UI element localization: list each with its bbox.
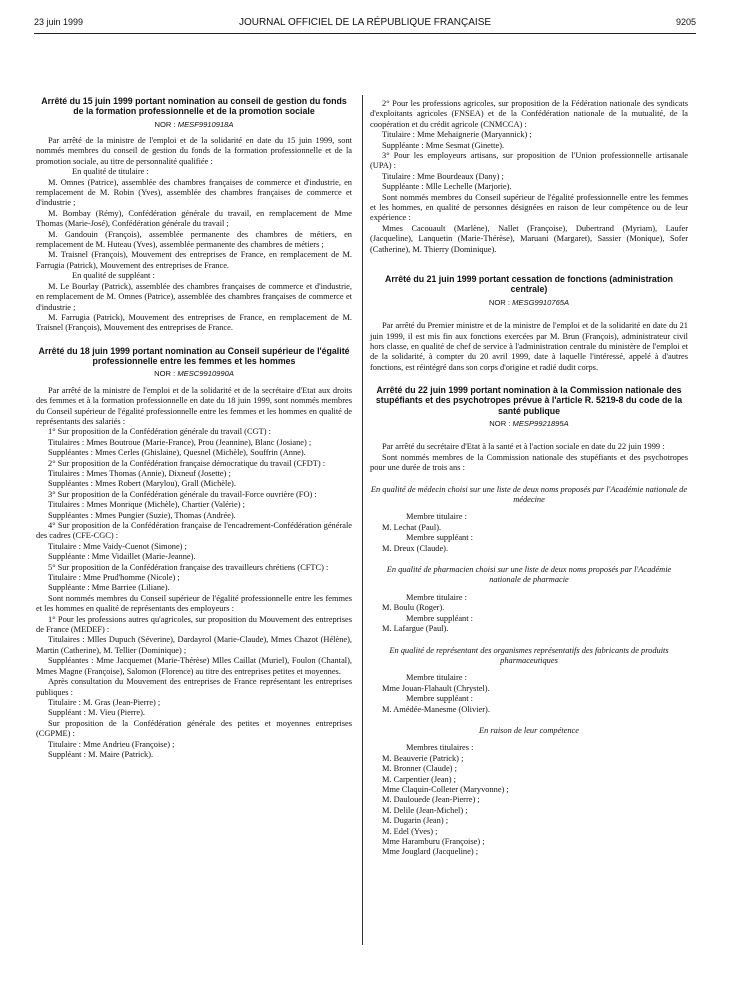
- paragraph: Après consultation du Mouvement des entreprises de France représentant les entreprises publiques :: [36, 677, 352, 697]
- list-item: M. Delile (Jean-Michel) ;: [382, 805, 468, 815]
- paragraph: Titulaires : Mmes Monrique (Michèle), Chartier (Valérie) ;: [48, 500, 245, 510]
- paragraph: 1° Pour les professions autres qu'agricoles, sur proposition du Mouvement des entreprises de France (MEDEF) :: [36, 614, 352, 635]
- list-item: Membre titulaire :: [406, 673, 467, 683]
- paragraph: Suppléantes : Mme Jacquemet (Marie-Thérèse) Mlles Caillat (Muriel), Foulon (Chantal), Mmes Magne (Françoise), Salomon (Florence) au titre des entreprises petites et moyennes.: [36, 656, 352, 676]
- list-item: M. Lafargue (Paul).: [382, 624, 449, 634]
- list-item: Membre titulaire :: [406, 512, 467, 522]
- paragraph: M. Le Bourlay (Patrick), assemblée des chambres françaises de commerce et d'industrie, en remplacement de M. Omnes (Patrice), assemblée des chambres françaises de commerce et d'industrie ;: [36, 281, 352, 312]
- nor-reference: NOR : MESC9910990A: [154, 369, 234, 379]
- paragraph: Suppléantes : Mmes Pungier (Suzie), Thomas (Andrée).: [48, 510, 236, 520]
- paragraph: 2° Sur proposition de la Confédération française démocratique du travail (CFDT) :: [48, 458, 326, 468]
- paragraph: Sont nommés membres de la Commission nationale des stupéfiants et des psychotropes pour une durée de trois ans :: [370, 452, 688, 473]
- paragraph: Titulaires : Mlles Dupuch (Séverine), Dardayrol (Marie-Claude), Mmes Chazot (Hélène), Martin (Catherine), M. Tellier (Dominique) ;: [36, 635, 352, 655]
- header-journal-title: JOURNAL OFFICIEL DE LA RÉPUBLIQUE FRANÇAISE: [238, 17, 492, 28]
- paragraph: Suppléante : Mme Barriee (Liliane).: [48, 583, 170, 593]
- right-column: [370, 99, 688, 858]
- paragraph: Sur proposition de la Confédération générale des petites et moyennes entreprises (CGPME) :: [36, 718, 352, 739]
- paragraph: Titulaire : Mme Mehaignerie (Maryannick) ;: [382, 130, 532, 140]
- paragraph: En qualité de titulaire :: [72, 167, 149, 177]
- paragraph: M. Traisnel (François), Mouvement des entreprises de France, en remplacement de M. Farrugia (Patrick), Mouvement des entreprises de France.: [36, 250, 352, 270]
- list-item: Mme Jouglard (Jacqueline) ;: [382, 847, 479, 857]
- nor-reference: NOR : MESP9921895A: [489, 419, 569, 429]
- paragraph: 4° Sur proposition de la Confédération française de l'encadrement-Confédération générale des cadres (CFE-CGC) :: [36, 521, 352, 541]
- paragraph: Suppléante : Mlle Lechelle (Marjorie).: [382, 182, 512, 192]
- article-title: Arrêté du 18 juin 1999 portant nomination au Conseil supérieur de l'égalité professionnelle entre les femmes et les hommes: [38, 345, 350, 367]
- paragraph: 3° Sur proposition de la Confédération générale du travail-Force ouvrière (FO) :: [48, 489, 317, 499]
- article-title: Arrêté du 22 juin 1999 portant nomination à la Commission nationale des stupéfiants et des psychotropes prévue à l'article R. 5219-8 du code de la santé publique: [375, 385, 683, 416]
- list-item: M. Lechat (Paul).: [382, 522, 442, 532]
- paragraph: Titulaires : Mmes Boutroue (Marie-France), Prou (Jeannine), Blanc (Josiane) ;: [48, 437, 312, 447]
- paragraph: Par arrêté de la ministre de l'emploi et de la solidarité en date du 15 juin 1999, sont nommés membres du conseil de gestion du fonds de la formation professionnelle et de la promotion sociale, au titre de personnalité qualifiée :: [36, 136, 352, 166]
- list-item: Membre suppléant :: [406, 533, 473, 543]
- header-date: 23 juin 1999: [34, 17, 84, 27]
- list-item: Membre suppléant :: [406, 613, 473, 623]
- paragraph: M. Omnes (Patrice), assemblée des chambres françaises de commerce et d'industrie, en remplacement de M. Robin (Yves), assemblée des chambres françaises de commerce et d'industrie ;: [36, 177, 352, 208]
- paragraph: Suppléante : Mme Sesmat (Ginette).: [382, 140, 505, 150]
- list-item: Mme Haramburu (Françoise) ;: [382, 837, 485, 847]
- list-item: M. Carpentier (Jean) ;: [382, 774, 456, 784]
- paragraph: Titulaire : Mme Vaidy-Cuenot (Simone) ;: [48, 541, 187, 551]
- paragraph: 1° Sur proposition de la Confédération générale du travail (CGT) :: [48, 427, 271, 437]
- paragraph: Par arrêté du secrétaire d'Etat à la santé et à l'action sociale en date du 22 juin 1999 :: [382, 442, 665, 452]
- list-item: M. Edel (Yves) ;: [382, 826, 438, 836]
- paragraph: Par arrêté du Premier ministre et de la ministre de l'emploi et de la solidarité en date du 21 juin 1999, il est mis fin aux fonctions exercées par M. Brun (François), administrateur civil hors classe, en qualité de chef de service à l'administration centrale du ministère de l'emploi et de la solidarité, à compter du 20 avril 1999, date à laquelle l'intéressé, appelé à d'autres fonctions, est réintégré dans son corps d'origine et radié dudit corps.: [370, 321, 688, 372]
- section-heading: En raison de leur compétence: [478, 725, 579, 735]
- paragraph: En qualité de suppléant :: [72, 271, 155, 281]
- page-header: [34, 17, 696, 31]
- nor-reference: NOR : MESF9910918A: [154, 119, 234, 129]
- paragraph: Suppléantes : Mmes Robert (Marylou), Grall (Michèle).: [48, 479, 236, 489]
- list-item: Membre titulaire :: [406, 592, 467, 602]
- paragraph: 3° Pour les employeurs artisans, sur proposition de l'Union professionnelle artisanale (UPA) :: [370, 151, 688, 171]
- paragraph: 2° Pour les professions agricoles, sur proposition de la Fédération nationale des syndicats d'exploitants agricoles (FNSEA) et de la Confédération nationale de la mutualité, de la coopération et du crédit agricole (CNMCCA) :: [370, 99, 688, 129]
- list-item: Mme Claquin-Colleter (Maryvonne) ;: [382, 784, 509, 794]
- paragraph: Par arrêté de la ministre de l'emploi et de la solidarité et de la secrétaire d'Etat aux droits des femmes et à la formation professionnelle en date du 18 juin 1999, sont nommés membres du Conseil supérieur de l'égalité professionnelle entre les femmes et les hommes en qualité de représentants des salariés :: [36, 385, 352, 426]
- paragraph: M. Gandouin (François), assemblée permanente des chambres de métiers, en remplacement de M. Huteau (Yves), assemblée permanente des chambres de métiers ;: [36, 229, 352, 250]
- section-heading: En qualité de représentant des organismes représentatifs des fabricants de produits pharmaceutiques: [389, 645, 669, 665]
- nor-reference: NOR : MESG9910765A: [488, 297, 570, 307]
- article-title: Arrêté du 15 juin 1999 portant nomination au conseil de gestion du fonds de la formation professionnelle et de la promotion sociale: [41, 96, 347, 117]
- list-item: Membres titulaires :: [406, 743, 474, 753]
- paragraph: Titulaires : Mmes Thomas (Annie), Dixneuf (Josette) ;: [48, 468, 231, 478]
- paragraph: 5° Sur proposition de la Confédération française des travailleurs chrétiens (CFTC) :: [48, 562, 329, 572]
- list-item: M. Dreux (Claude).: [382, 543, 449, 553]
- list-item: M. Amédée-Manesme (Olivier).: [382, 704, 490, 714]
- list-item: M. Bronner (Claude) ;: [382, 764, 457, 774]
- left-column: [36, 96, 352, 760]
- paragraph: Titulaire : Mme Andrieu (Françoise) ;: [48, 739, 175, 749]
- paragraph: Titulaire : Mme Prud'homme (Nicole) ;: [48, 573, 180, 583]
- article-title: Arrêté du 21 juin 1999 portant cessation de fonctions (administration centrale): [385, 274, 673, 295]
- list-item: M. Beauverie (Patrick) ;: [382, 753, 464, 763]
- paragraph: M. Farrugia (Patrick), Mouvement des entreprises de France, en remplacement de M. Traisnel (François), Mouvement des entreprises de France.: [36, 312, 352, 333]
- header-page-number: 9205: [675, 17, 696, 27]
- paragraph: Titulaire : Mme Bourdeaux (Dany) ;: [382, 171, 504, 181]
- paragraph: Suppléant : M. Maire (Patrick).: [48, 749, 154, 759]
- list-item: M. Dugarin (Jean) ;: [382, 816, 449, 826]
- list-item: M. Daulouede (Jean-Pierre) ;: [382, 795, 480, 805]
- paragraph: Sont nommés membres du Conseil supérieur de l'égalité professionnelle entre les femmes et les hommes en qualité de représentants des employeurs :: [36, 593, 352, 614]
- paragraph: Suppléantes : Mmes Cerles (Ghislaine), Quesnel (Michèle), Souffrin (Anne).: [48, 448, 306, 458]
- list-item: Mme Jouan-Flahault (Chrystel).: [382, 683, 490, 693]
- paragraph: Sont nommés membres du Conseil supérieur de l'égalité professionnelle entre les femmes et les hommes, en qualité de personnes désignées en raison de leur compétence ou de leur expérience :: [370, 192, 688, 223]
- paragraph: Titulaire : M. Gras (Jean-Pierre) ;: [48, 697, 161, 707]
- paragraph: Suppléante : Mme Vidaillet (Marie-Jeanne).: [48, 552, 196, 562]
- header-rule: [34, 33, 696, 34]
- paragraph: M. Bombay (Rémy), Confédération générale du travail, en remplacement de Mme Thomas (Marie-José), Confédération générale du travail ;: [36, 208, 352, 229]
- section-heading: En qualité de pharmacien choisi sur une liste de deux noms proposés par l'Académie nationale de pharmacie: [386, 565, 672, 585]
- column-divider: [362, 95, 363, 945]
- list-item: Membre suppléant :: [406, 694, 473, 704]
- section-heading: En qualité de médecin choisi sur une liste de deux noms proposés par l'Académie nationale de médecine: [370, 484, 688, 505]
- paragraph: Mmes Cacouault (Marlène), Nallet (Françoise), Dubertrand (Myriam), Laufer (Jacqueline), Lanquetin (Marie-Thérèse), Maruani (Margaret), Sassier (Monique), Sofer (Catherine), M. Thierry (Dominique).: [370, 223, 688, 254]
- paragraph: Suppléant : M. Vieu (Pierre).: [48, 708, 146, 718]
- list-item: M. Boulu (Roger).: [382, 603, 445, 613]
